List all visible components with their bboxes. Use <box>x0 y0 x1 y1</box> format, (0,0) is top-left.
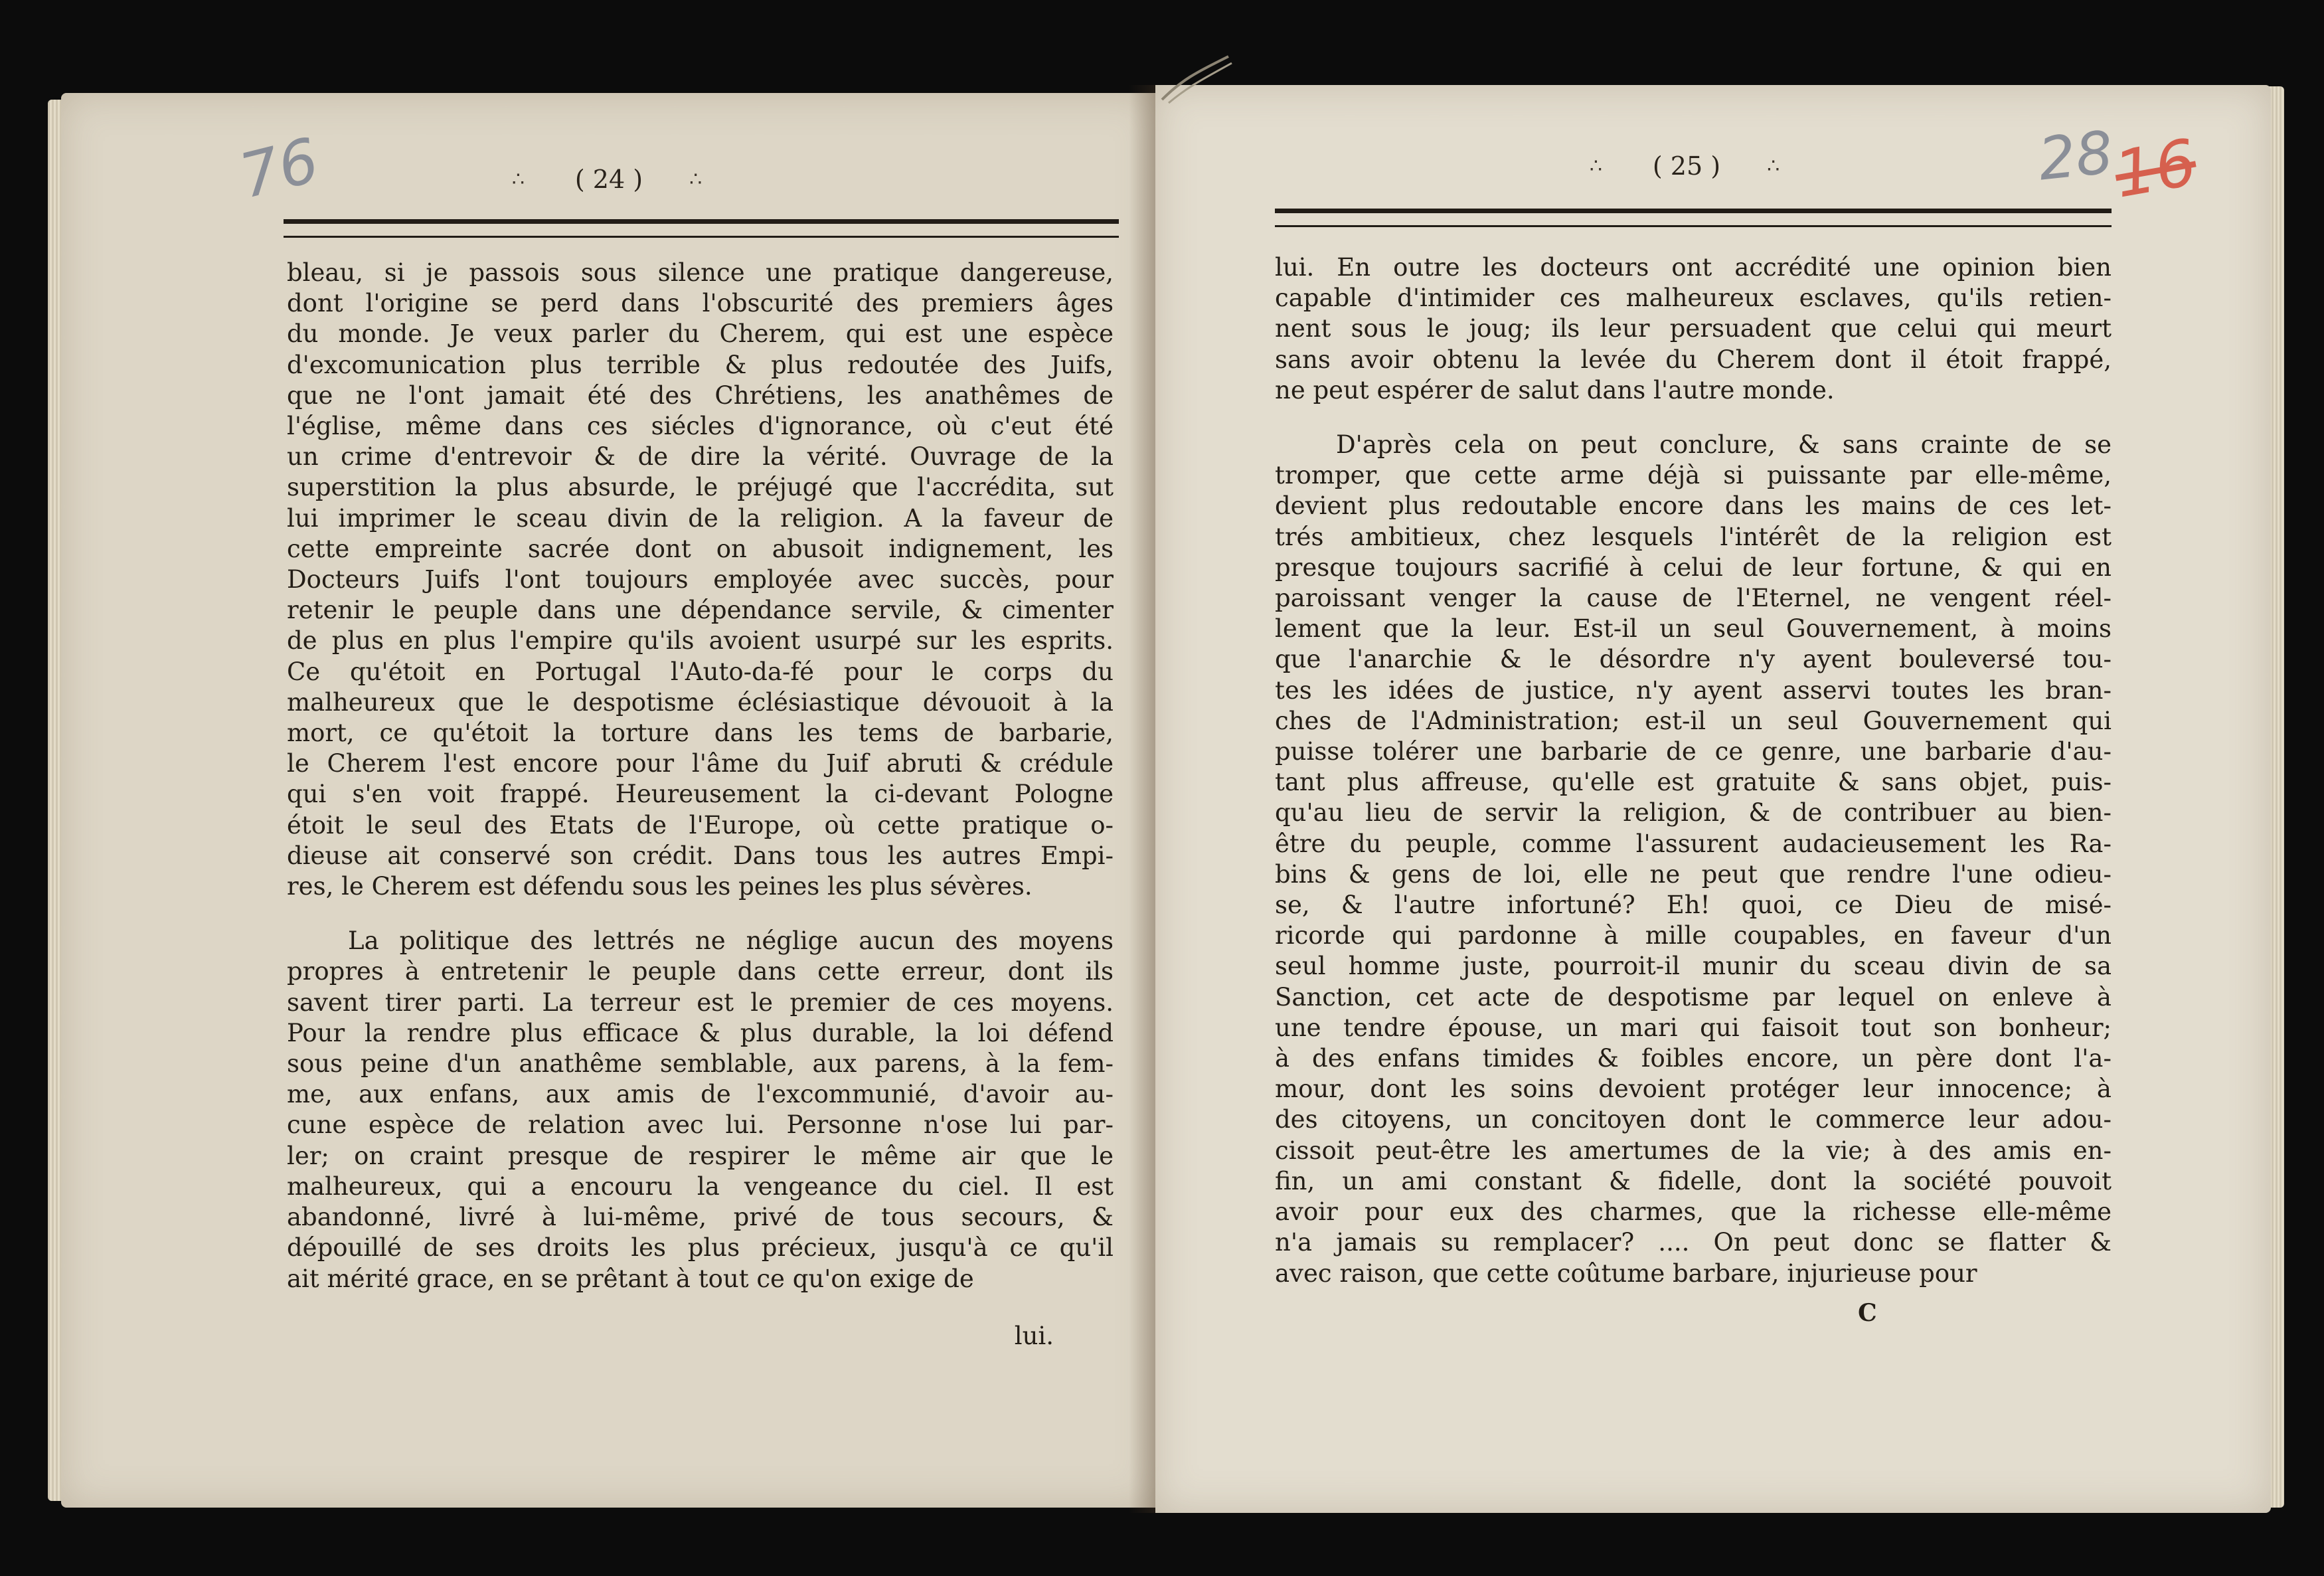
text-line: bins & gens de loi, elle ne peut que rendre l'une odieu- <box>1275 859 2112 889</box>
text-line: étoit le seul des Etats de l'Europe, où cette pratique o- <box>287 810 1114 839</box>
header-ornament-right: ∴ <box>1767 154 1784 178</box>
text-line: lement que la leur. Est-il un seul Gouvernement, à moins <box>1275 614 2112 644</box>
text-line: trés ambitieux, chez lesquels l'intérêt de la religion est <box>1275 522 2112 551</box>
text-line: qui s'en voit frappé. Heureusement la ci-devant Pologne <box>287 780 1114 809</box>
pencil-number-gray: 28 <box>2034 118 2117 194</box>
text-line: mort, ce qu'étoit la torture dans les tems de barbarie, <box>287 719 1114 748</box>
page-number: ( 24 ) <box>574 165 643 194</box>
text-line: nent sous le joug; ils leur persuadent que celui qui meurt <box>1275 314 2112 343</box>
text-line: La politique des lettrés ne néglige aucun des moyens <box>348 926 1114 956</box>
text-line: devient plus redoutable encore dans les mains de ces let- <box>1275 491 2112 521</box>
text-line: tes les idées de justice, n'y ayent asservi toutes les bran- <box>1275 675 2112 705</box>
text-line: lui imprimer le sceau divin de la religion. A la faveur de <box>287 503 1114 533</box>
text-line: D'après cela on peut conclure, & sans crainte de se <box>1336 430 2112 460</box>
text-line: de plus en plus l'empire qu'ils avoient usurpé sur les esprits. <box>287 626 1114 656</box>
text-line: sous peine d'un anathême semblable, aux parens, à la fem- <box>287 1049 1114 1079</box>
text-line: avoir pour eux des charmes, que la richesse elle-même <box>1275 1197 2112 1227</box>
text-line: Pour la rendre plus efficace & plus durable, la loi défend <box>287 1018 1114 1047</box>
text-line: me, aux enfans, aux amis de l'excommunié, d'avoir au- <box>287 1080 1114 1109</box>
text-line: malheureux, qui a encouru la vengeance du ciel. Il est <box>287 1172 1114 1201</box>
text-line: bleau, si je passois sous silence une pratique dangereuse, <box>287 258 1114 287</box>
text-line: dieuse ait conservé son crédit. Dans tous les autres Empi- <box>287 841 1114 870</box>
text-line: ricorde qui pardonne à mille coupables, en faveur d'un <box>1275 921 2112 950</box>
text-line: cette empreinte sacrée dont on abusoit indignement, les <box>287 534 1114 563</box>
text-line: capable d'intimider ces malheureux esclaves, qu'ils retien- <box>1275 284 2112 313</box>
header-rule <box>1275 209 2112 227</box>
text-line: un crime d'entrevoir & de dire la vérité. Ouvrage de la <box>287 442 1114 472</box>
text-line: cissoit peut-être les amertumes de la vie; à des amis en- <box>1275 1136 2112 1165</box>
text-line: à des enfans timides & foibles encore, un père dont l'a- <box>1275 1044 2112 1073</box>
text-line: fin, un ami constant & fidelle, dont la société pouvoit <box>1275 1166 2112 1195</box>
body-text-right <box>1275 252 2112 1289</box>
text-line: être du peuple, comme l'assurent audacieusement les Ra- <box>1275 829 2112 858</box>
text-line: d'excomunication plus terrible & plus redoutée des Juifs, <box>287 350 1114 379</box>
text-line: l'église, même dans ces siécles d'ignorance, où c'eut été <box>287 412 1114 441</box>
right-page <box>1155 85 2271 1513</box>
header-rule <box>284 219 1119 238</box>
text-line: que ne l'ont jamait été des Chrétiens, les anathêmes de <box>287 381 1114 410</box>
text-line: du monde. Je veux parler du Cherem, qui est une espèce <box>287 319 1114 349</box>
text-line: abandonné, livré à lui-même, privé de tous secours, & <box>287 1203 1114 1232</box>
text-line: ches de l'Administration; est-il un seul Gouvernement qui <box>1275 706 2112 735</box>
text-line: malheureux que le despotisme éclésiastique dévouoit à la <box>287 687 1114 717</box>
text-line: le Cherem l'est encore pour l'âme du Juif abruti & crédule <box>287 749 1114 778</box>
text-line: propres à entretenir le peuple dans cette erreur, dont ils <box>287 957 1114 986</box>
text-line: ler; on craint presque de respirer le même air que le <box>287 1141 1114 1170</box>
text-line: dépouillé de ses droits les plus précieux, jusqu'à ce qu'il <box>287 1233 1114 1263</box>
text-line: se, & l'autre infortuné? Eh! quoi, ce Dieu de misé- <box>1275 891 2112 920</box>
text-line: retenir le peuple dans une dépendance servile, & cimenter <box>287 596 1114 625</box>
header-ornament-left: ∴ <box>511 167 529 191</box>
text-line: savent tirer parti. La terreur est le premier de ces moyens. <box>287 988 1114 1017</box>
signature-mark: C <box>1858 1299 1877 1327</box>
text-line: n'a jamais su remplacer? .... On peut donc se flatter & <box>1275 1228 2112 1257</box>
page-header <box>61 159 1157 199</box>
text-line: lui. En outre les docteurs ont accrédité une opinion bien <box>1275 253 2112 282</box>
text-line: qu'au lieu de servir la religion, & de contribuer au bien- <box>1275 798 2112 828</box>
text-line: tromper, que cette arme déjà si puissante par elle-même, <box>1275 461 2112 490</box>
page-header <box>1155 146 2244 186</box>
text-line: sans avoir obtenu la levée du Cherem dont il étoit frappé, <box>1275 345 2112 374</box>
text-line: presque toujours sacrifié à celui de leur fortune, & qui en <box>1275 553 2112 582</box>
left-page <box>61 93 1157 1508</box>
text-line: tant plus affreuse, qu'elle est gratuite & sans objet, puis- <box>1275 768 2112 797</box>
text-line: une tendre épouse, un mari qui faisoit tout son bonheur; <box>1275 1013 2112 1042</box>
text-line: ne peut espérer de salut dans l'autre monde. <box>1275 375 1835 404</box>
text-line: Docteurs Juifs l'ont toujours employée avec succès, pour <box>287 565 1114 594</box>
catchword: lui. <box>1014 1322 1054 1350</box>
text-line: seul homme juste, pourroit-il munir du sceau divin de sa <box>1275 952 2112 981</box>
text-line: dont l'origine se perd dans l'obscurité des premiers âges <box>287 289 1114 318</box>
text-line: que l'anarchie & le désordre n'y ayent bouleversé tou- <box>1275 645 2112 674</box>
text-line: puisse tolérer une barbarie de ce genre, une barbarie d'au- <box>1275 737 2112 766</box>
text-line: ait mérité grace, en se prêtant à tout ce qu'on exige de <box>287 1264 974 1293</box>
text-line: cune espèce de relation avec lui. Personne n'ose lui par- <box>287 1110 1114 1140</box>
text-line: Ce qu'étoit en Portugal l'Auto-da-fé pour le corps du <box>287 657 1114 686</box>
text-line: des citoyens, un concitoyen dont le commerce leur adou- <box>1275 1105 2112 1134</box>
text-line: avec raison, que cette coûtume barbare, injurieuse pour <box>1275 1259 1977 1288</box>
paragraph-gap <box>287 902 1114 926</box>
header-ornament-left: ∴ <box>1589 154 1606 178</box>
pencil-folio-mark: 76 <box>232 124 326 213</box>
pencil-number-red: 16 <box>2109 125 2202 213</box>
text-line: superstition la plus absurde, le préjugé que l'accrédita, sut <box>287 473 1114 502</box>
body-text-left <box>287 258 1114 1294</box>
text-line: paroissant venger la cause de l'Eternel, ne vengent réel- <box>1275 584 2112 613</box>
paragraph-gap <box>1275 406 2112 430</box>
text-line: Sanction, cet acte de despotisme par lequel on enleve à <box>1275 982 2112 1011</box>
text-line: mour, dont les soins devoient protéger leur innocence; à <box>1275 1075 2112 1104</box>
binding-thread <box>1155 53 1235 106</box>
text-line: res, le Cherem est défendu sous les peines les plus sévères. <box>287 872 1033 901</box>
page-number: ( 25 ) <box>1652 151 1721 181</box>
header-ornament-right: ∴ <box>689 167 706 191</box>
